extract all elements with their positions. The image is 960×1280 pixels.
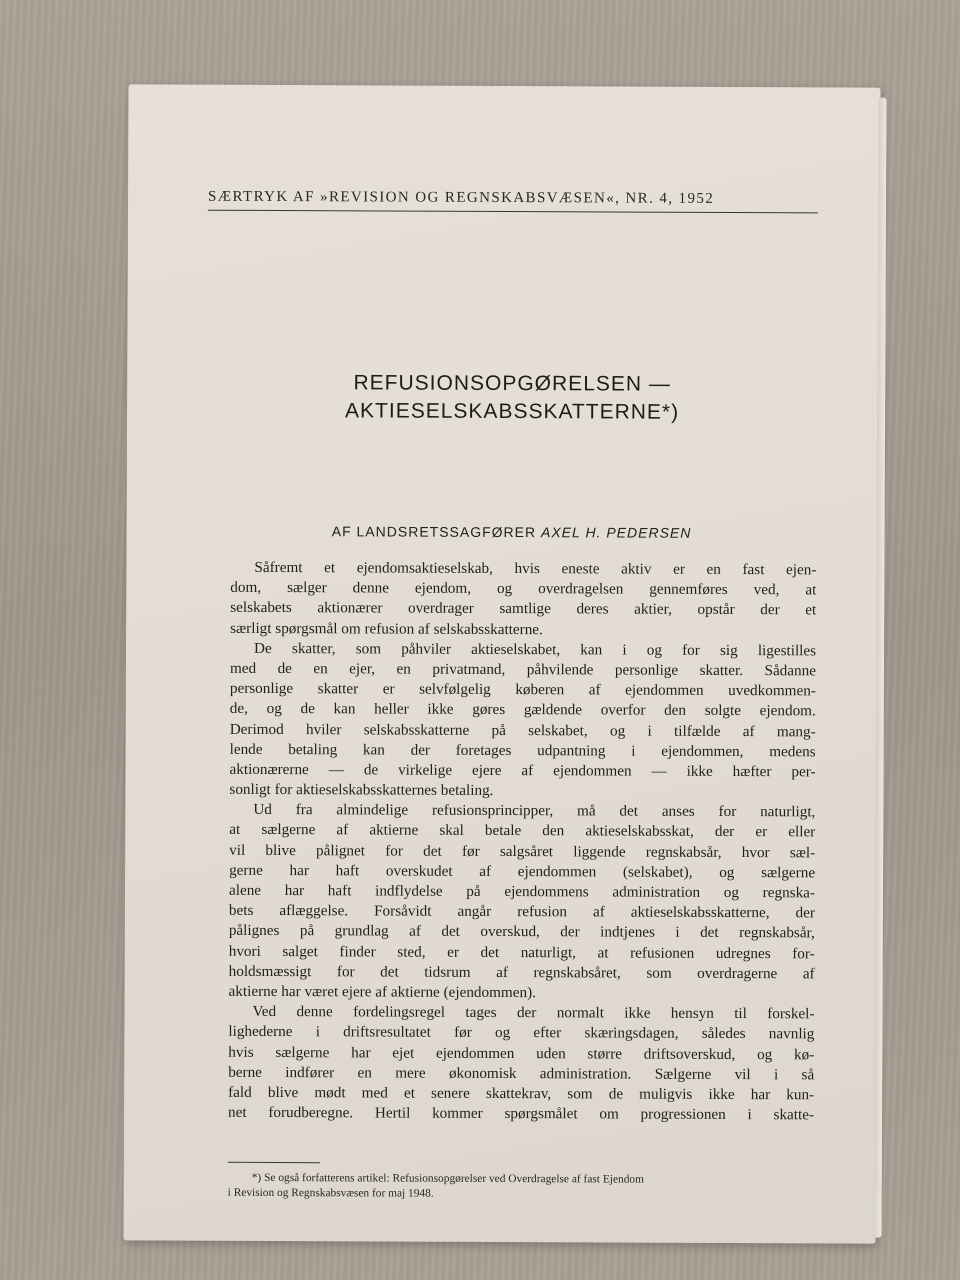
body-line: alene har haft indflydelse på ejendommens administration og regnska- (228, 881, 816, 902)
body-line: personlige skatter er selvfølgelig køberen af ejendommen uvedkommen- (229, 679, 816, 700)
byline-prefix: AF LANDSRETSSAGFØRER (331, 523, 537, 541)
title-line-1: REFUSIONSOPGØRELSEN — (353, 371, 671, 396)
body-line: fald blive mødt med et senere skattekrav, som de muligvis ikke har kun- (228, 1083, 815, 1104)
footnote-line-1: *) Se også forfatterens artikel: Refusionsopgørelser ved Overdragelse af fast Ejendom (251, 1171, 644, 1186)
body-line: sonligt for aktieselskabsskatternes betaling. (229, 780, 494, 800)
body-line: dom, sælger denne ejendom, og overdragelsen gennemføres ved, at (230, 579, 817, 599)
body-line: aktierne har været ejere af aktierne (ejendommen). (228, 982, 536, 1002)
body-line: lende betaling kan der foretages udpantning i ejendommen, medens (229, 740, 816, 761)
body-line: Såfremt et ejendomsaktieselskab, hvis eneste aktiv er en fast ejen- (254, 558, 817, 579)
body-line: Ud fra almindelige refusionsprincipper, må det anses for naturligt, (253, 801, 816, 821)
body-line: holdsmæssigt for det tidsrum af regnskabsåret, som overdragerne af (228, 962, 815, 983)
body-line: lighederne i driftsresultatet før og efter skæringsdagen, således navnlig (228, 1023, 815, 1043)
body-line: med de en ejer, en privatmand, påhvilende personlige skatter. Sådanne (229, 659, 817, 680)
body-line: berne indfører en mere økonomisk administration. Sælgerne vil i så (228, 1063, 815, 1084)
body-line: vil blive pålignet for det før salgsåret liggende regnskabsår, hvor sæl- (229, 841, 816, 861)
body-line: gerne har haft overskudet af ejendommen (selskabet), og sælgerne (229, 861, 816, 882)
article-title (207, 369, 817, 428)
footnote-divider (228, 1162, 320, 1163)
body-line: Derimod hviler selskabsskatterne på selskabet, og i tilfælde af mang- (229, 720, 816, 740)
body-line: net forudberegne. Hertil kommer spørgsmålet om progressionen i skatte- (228, 1103, 815, 1124)
body-line: selskabets aktionærer overdrager samtlige deres aktier, opstår der et (230, 599, 817, 619)
body-line: hvori salget finder sted, er det naturligt, at refusionen udregnes for- (228, 942, 815, 962)
body-line: pålignes på grundlag af det overskud, der indtjenes i det regnskabsår, (228, 922, 815, 942)
body-line: aktionærerne — de virkelige ejere af ejendommen — ikke hæfter per- (229, 760, 816, 781)
body-line: Ved denne fordelingsregel tages der normalt ikke hensyn til forskel- (252, 1003, 815, 1023)
body-line: særligt spørgsmål om refusion af selskabsskatterne. (230, 619, 543, 638)
article-body (228, 558, 816, 1126)
body-line: de, og de kan heller ikke gøres gældende overfor den solgte ejendom. (229, 700, 816, 720)
printed-page (123, 84, 880, 1243)
title-line-2: AKTIESELSKABSSKATTERNE*) (345, 399, 680, 424)
author-name: AXEL H. PEDERSEN (540, 524, 692, 541)
body-line: bets aflæggelse. Forsåvidt angår refusion af aktieselskabsskatterne, der (228, 901, 815, 922)
running-head: SÆRTRYK AF »REVISION OG REGNSKABSVÆSEN«, NR. 4, 1952 (208, 189, 818, 214)
body-line: De skatter, som påhviler aktieselskabet, kan i og for sig ligestilles (254, 639, 817, 660)
footnote (228, 1171, 838, 1204)
byline (207, 523, 817, 542)
footnote-line-2: i Revision og Regnskabsvæsen for maj 1948. (227, 1186, 434, 1200)
page-edge (874, 98, 887, 1238)
body-line: hvis sælgerne har ejet ejendommen uden større driftsoverskud, og kø- (228, 1043, 815, 1063)
body-line: at sælgerne af aktierne skal betale den aktieselskabsskat, der er eller (229, 821, 816, 841)
